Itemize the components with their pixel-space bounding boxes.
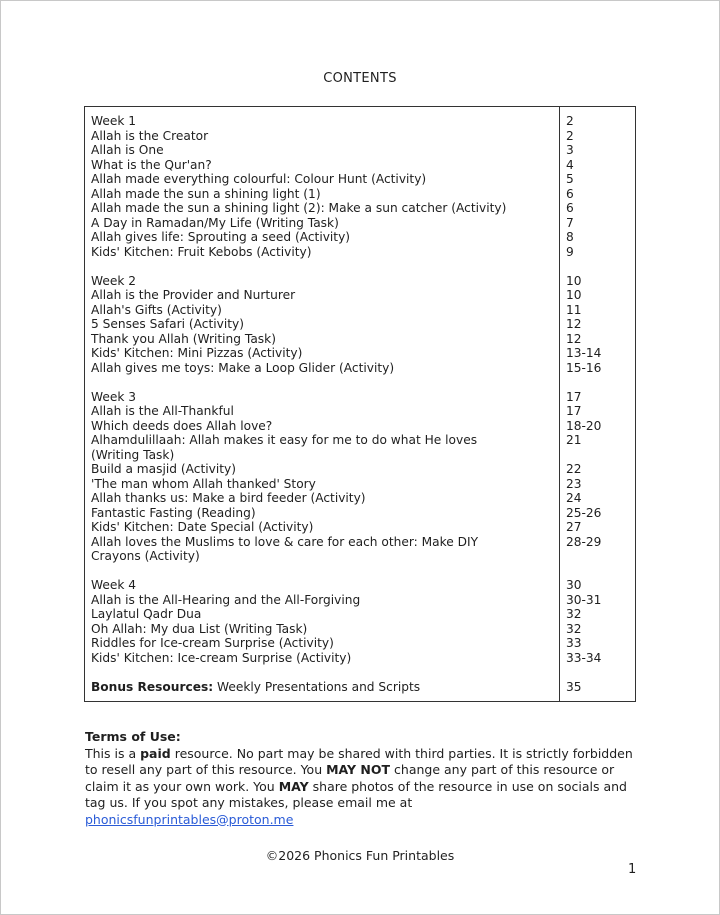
contents-entry-page: 22 bbox=[566, 462, 582, 476]
contents-entry-page: 32 bbox=[566, 607, 582, 621]
contents-entry: Oh Allah: My dua List (Writing Task) bbox=[91, 621, 308, 636]
contents-entry: Allah's Gifts (Activity) bbox=[91, 302, 222, 317]
contents-entry: Allah gives me toys: Make a Loop Glider (Activity) bbox=[91, 360, 395, 375]
week-heading: Week 2 bbox=[91, 273, 137, 288]
spacer bbox=[566, 448, 631, 463]
contents-entry-page: 6 bbox=[566, 201, 574, 215]
terms-body bbox=[85, 746, 645, 829]
contents-entry: Allah gives life: Sprouting a seed (Activity) bbox=[91, 230, 351, 244]
contents-entry-page: 28-29 bbox=[566, 534, 602, 549]
email-link[interactable]: phonicsfunprintables@proton.me bbox=[85, 811, 294, 827]
contents-entry-page: 32 bbox=[566, 621, 582, 636]
contents-entry-page: 12 bbox=[566, 317, 582, 331]
contents-entry-continued: Crayons (Activity) bbox=[91, 549, 200, 563]
contents-entry-page: 3 bbox=[566, 143, 574, 157]
contents-entry: A Day in Ramadan/My Life (Writing Task) bbox=[91, 215, 339, 230]
contents-entry: Kids' Kitchen: Ice-cream Surprise (Activity) bbox=[91, 650, 352, 665]
contents-entry: Riddles for Ice-cream Surprise (Activity) bbox=[91, 636, 334, 650]
week-heading-page: 10 bbox=[566, 273, 582, 288]
spacer bbox=[566, 375, 631, 390]
contents-entry-page: 6 bbox=[566, 186, 574, 201]
week-heading: Week 3 bbox=[91, 389, 137, 404]
spacer bbox=[91, 375, 555, 390]
contents-entry-page: 25-26 bbox=[566, 505, 602, 520]
contents-entry: Kids' Kitchen: Fruit Kebobs (Activity) bbox=[91, 244, 312, 259]
page-number: 1 bbox=[628, 862, 637, 877]
contents-entry-page: 10 bbox=[566, 288, 582, 302]
contents-entry-page: 24 bbox=[566, 491, 582, 505]
terms-text-3: change any part of this resource or claim it as your own work. You bbox=[85, 762, 615, 794]
contents-entry: Thank you Allah (Writing Task) bbox=[91, 331, 276, 346]
contents-entry: Allah is the All-Thankful bbox=[91, 404, 234, 418]
contents-entry: 5 Senses Safari (Activity) bbox=[91, 317, 244, 331]
week-heading-page: 17 bbox=[566, 389, 582, 404]
terms-heading: Terms of Use: bbox=[85, 729, 181, 744]
week-heading-page: 2 bbox=[566, 114, 574, 128]
spacer bbox=[566, 259, 631, 274]
week-heading-page: 30 bbox=[566, 578, 582, 592]
contents-entry-page: 27 bbox=[566, 520, 582, 534]
contents-entry: Allah made everything colourful: Colour Hunt (Activity) bbox=[91, 172, 427, 186]
spacer bbox=[566, 564, 631, 579]
spacer bbox=[566, 549, 631, 564]
contents-entry-page: 33-34 bbox=[566, 650, 602, 665]
spacer bbox=[91, 665, 555, 680]
contents-entry-page: 33 bbox=[566, 636, 582, 650]
terms-text-2: resource. No part may be shared with third parties. It is strictly forbidden to resell any part of this resource. You bbox=[85, 745, 633, 777]
contents-entry-page: 5 bbox=[566, 172, 574, 186]
bonus-resources bbox=[91, 680, 555, 695]
contents-entry-page: 7 bbox=[566, 215, 574, 230]
contents-entry-page: 21 bbox=[566, 433, 582, 447]
terms-of-use bbox=[85, 729, 645, 828]
terms-paid: paid bbox=[140, 745, 171, 761]
page-title: CONTENTS bbox=[323, 71, 397, 86]
contents-entry: Kids' Kitchen: Date Special (Activity) bbox=[91, 520, 314, 534]
contents-entry-page: 23 bbox=[566, 476, 582, 491]
contents-entry: Alhamdulillaah: Allah makes it easy for me to do what He loves bbox=[91, 433, 478, 447]
contents-entry-page: 9 bbox=[566, 244, 574, 259]
bonus-page: 35 bbox=[566, 679, 582, 694]
week-heading: Week 4 bbox=[91, 578, 137, 592]
contents-table bbox=[84, 106, 636, 702]
terms-text-4: share photos of the resource in use on socials and tag us. If you spot any mistakes, please email me at bbox=[85, 778, 627, 810]
contents-entry: Allah made the sun a shining light (1) bbox=[91, 186, 321, 201]
contents-entry: Allah is the Creator bbox=[91, 128, 209, 143]
contents-entry-continued: (Writing Task) bbox=[91, 447, 175, 462]
contents-entry-page: 18-20 bbox=[566, 418, 602, 433]
contents-entry: Allah is the Provider and Nurturer bbox=[91, 288, 296, 302]
contents-entry: What is the Qur'an? bbox=[91, 157, 212, 172]
contents-entry: Allah thanks us: Make a bird feeder (Activity) bbox=[91, 491, 366, 505]
contents-entry: Laylatul Qadr Dua bbox=[91, 607, 202, 621]
spacer bbox=[566, 665, 631, 680]
contents-entry-page: 11 bbox=[566, 302, 582, 317]
contents-entry: Allah loves the Muslims to love & care for each other: Make DIY bbox=[91, 534, 479, 549]
contents-entry: Allah is One bbox=[91, 143, 164, 157]
contents-entry-page: 12 bbox=[566, 331, 582, 346]
contents-entry: Allah is the All-Hearing and the All-Forgiving bbox=[91, 592, 361, 607]
contents-entry: Kids' Kitchen: Mini Pizzas (Activity) bbox=[91, 346, 303, 360]
contents-entry: Fantastic Fasting (Reading) bbox=[91, 505, 256, 520]
contents-entry-page: 2 bbox=[566, 128, 574, 143]
contents-entry: Build a masjid (Activity) bbox=[91, 462, 236, 476]
spacer bbox=[91, 259, 555, 274]
week-heading: Week 1 bbox=[91, 114, 137, 128]
copyright: ©2026 Phonics Fun Printables bbox=[265, 848, 455, 863]
spacer bbox=[91, 564, 555, 579]
contents-entry: Allah made the sun a shining light (2): Make a sun catcher (Activity) bbox=[91, 201, 507, 215]
contents-pages-column bbox=[560, 107, 636, 702]
contents-entry: Which deeds does Allah love? bbox=[91, 418, 273, 433]
contents-entry-page: 15-16 bbox=[566, 360, 602, 375]
bonus-text: Weekly Presentations and Scripts bbox=[213, 679, 421, 694]
terms-text-1: This is a bbox=[85, 745, 141, 761]
contents-entry-page: 30-31 bbox=[566, 592, 602, 607]
terms-may: MAY bbox=[278, 778, 309, 794]
contents-entry-page: 17 bbox=[566, 404, 582, 418]
terms-may-not: MAY NOT bbox=[326, 762, 391, 777]
contents-titles-column bbox=[85, 107, 560, 702]
contents-entry-page: 8 bbox=[566, 230, 574, 244]
contents-entry-page: 13-14 bbox=[566, 346, 602, 360]
contents-row bbox=[85, 107, 636, 702]
contents-entry-page: 4 bbox=[566, 157, 574, 172]
contents-entry: 'The man whom Allah thanked' Story bbox=[91, 476, 316, 491]
bonus-label: Bonus Resources: bbox=[91, 679, 214, 694]
